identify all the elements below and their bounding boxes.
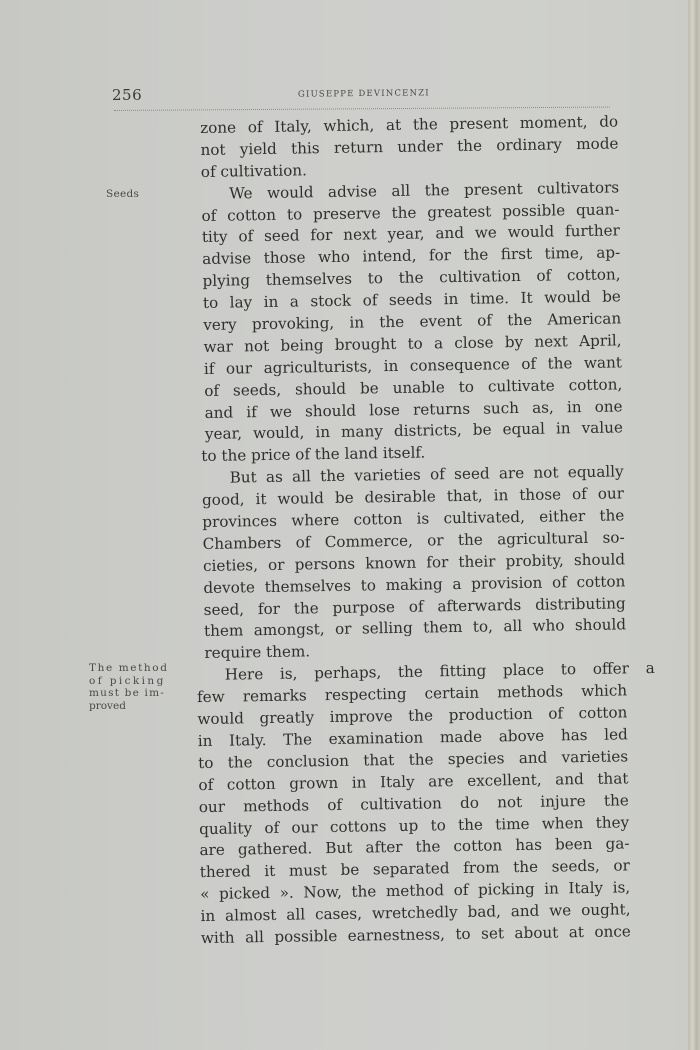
- page-number: 256: [112, 86, 143, 104]
- margin-note-seeds: Seeds: [106, 188, 140, 200]
- text-line: with all possible earnestness, to set about at once: [200, 922, 631, 948]
- text-line: not yield this return under the ordinary mode: [200, 134, 619, 159]
- text-line: thered it must be separated from the seeds, or: [199, 856, 630, 882]
- body-text: [196, 111, 655, 949]
- text-line: of cotton to preserve the greatest possible quan-: [201, 199, 620, 225]
- text-line: « picked ». Now, the method of picking in Italy is,: [200, 878, 631, 904]
- text-line: tity of seed for next year, and we would further: [201, 221, 620, 247]
- margin-note-line: proved: [89, 699, 126, 712]
- text-line: are gathered. But after the cotton has been ga-: [199, 834, 630, 860]
- text-line: few remarks respecting certain methods which: [196, 681, 628, 707]
- text-line: our methods of cultivation do not injure the: [198, 790, 629, 816]
- text-line: year, would, in many districts, be equal in value: [204, 418, 624, 444]
- text-line: in almost all cases, wretchedly bad, and we ought,: [200, 900, 631, 926]
- text-line: We would advise all the present cultivators: [229, 178, 620, 203]
- page-header: [112, 86, 612, 108]
- text-line: plying themselves to the cultivation of cotton,: [202, 265, 621, 291]
- margin-note-line: must be im-: [89, 687, 166, 699]
- text-line: Chambers of Commerce, or the agricultural so-: [202, 528, 625, 553]
- text-line: of cultivation.: [200, 161, 308, 181]
- text-line: quality of our cottons up to the time when they: [199, 812, 630, 838]
- text-line: if our agriculturists, in consequence of the want: [203, 353, 623, 378]
- text-line: and if we should lose returns such as, in one: [204, 396, 623, 422]
- text-line: to the conclusion that the species and varieties: [197, 747, 629, 772]
- text-line: seed, for the purpose of afterwards distributing: [203, 593, 626, 619]
- margin-note-line: The method: [89, 662, 169, 674]
- page-edge: [688, 0, 700, 1050]
- running-head: GIUSEPPE DEVINCENZI: [297, 88, 430, 100]
- text-line: provinces where cotton is cultivated, either the: [202, 506, 625, 532]
- text-line: require them.: [204, 642, 311, 663]
- text-line: to lay in a stock of seeds in time. It would be: [202, 287, 621, 313]
- text-line: them amongst, or selling them to, all who should: [203, 615, 627, 641]
- text-line: very provoking, in the event of the American: [203, 309, 622, 334]
- text-line: Here is, perhaps, the fitting place to offer a: [224, 659, 655, 684]
- text-line: in Italy. The examination made above has led: [197, 725, 628, 751]
- margin-note-method: [89, 662, 189, 712]
- text-line: zone of Italy, which, at the present moment, do: [200, 112, 619, 137]
- text-line: of cotton grown in Italy are excellent, and that: [198, 769, 629, 794]
- text-line: war not being brought to a close by next April,: [203, 331, 622, 356]
- text-line: But as all the varieties of seed are not equally: [229, 462, 624, 487]
- text-line: devote themselves to making a provision of cotton: [203, 572, 626, 597]
- text-line: would greatly improve the production of cotton: [197, 703, 628, 729]
- text-line: to the price of the land itself.: [201, 443, 426, 466]
- text-line: cieties, or persons known for their probity, should: [202, 550, 626, 575]
- text-line: advise those who intend, for the first time, ap-: [202, 243, 621, 269]
- text-line: good, it would be desirable that, in those of our: [201, 484, 625, 510]
- text-line: of seeds, should be unable to cultivate cotton,: [204, 375, 623, 400]
- margin-note-line: of picking: [89, 674, 166, 687]
